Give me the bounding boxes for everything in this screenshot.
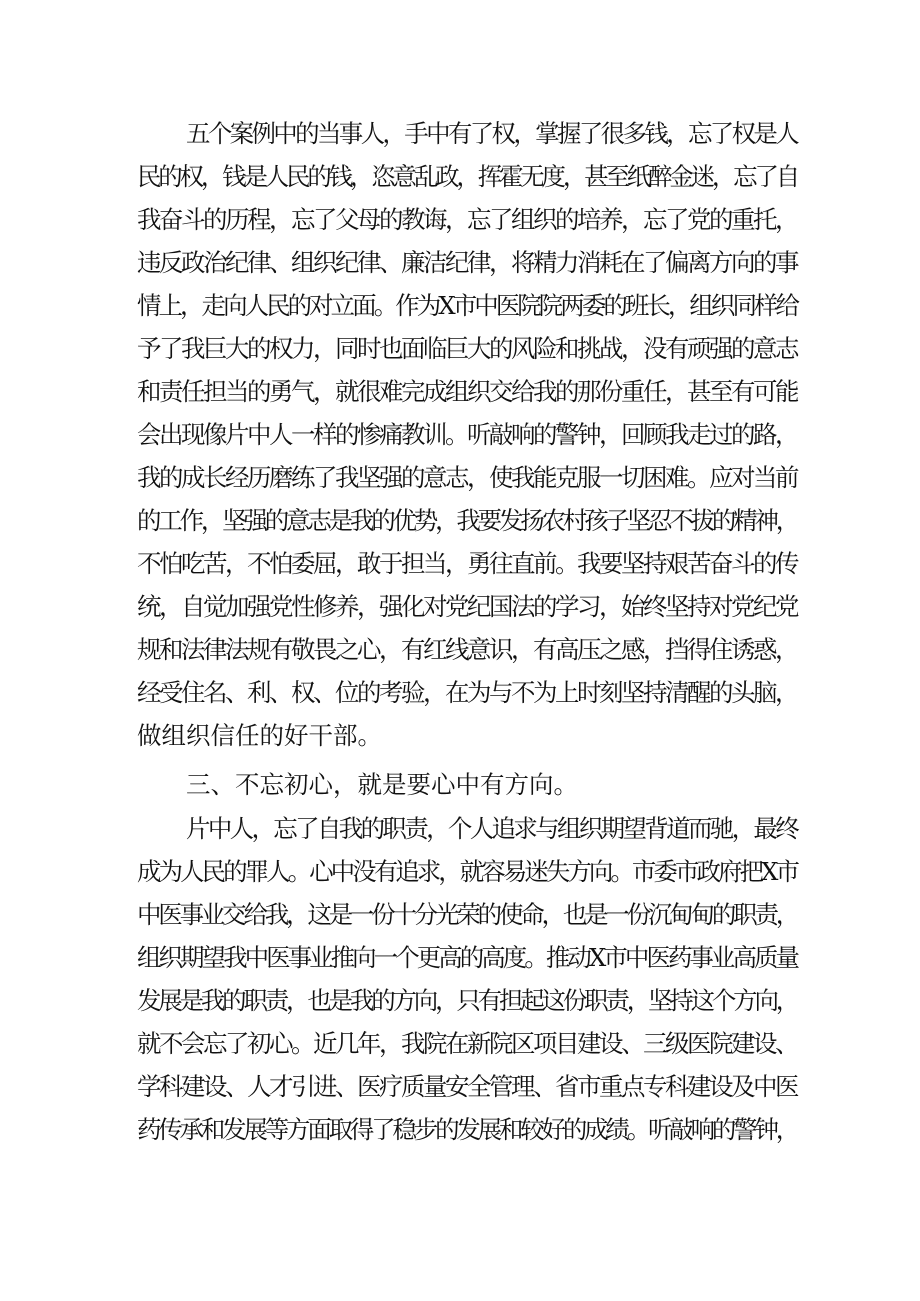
paragraph-line: 和责任担当的勇气，就很难完成组织交给我的那份重任，甚至有可能 (137, 377, 797, 406)
paragraph-line: 我的成长经历磨练了我坚强的意志，使我能克服一切困难。应对当前 (137, 463, 797, 492)
paragraph-line: 情上，走向人民的对立面。作为X市中医院院两委的班长，组织同样给 (137, 291, 797, 320)
paragraph-2 (137, 807, 797, 1151)
paragraph-line: 统，自觉加强党性修养，强化对党纪国法的学习，始终坚持对党纪党 (137, 592, 797, 621)
paragraph-line: 发展是我的职责，也是我的方向，只有担起这份职责，坚持这个方向， (137, 986, 797, 1015)
paragraph-line: 的工作，坚强的意志是我的优势，我要发扬农村孩子坚忍不拔的精神， (137, 506, 797, 535)
paragraph-line: 我奋斗的历程，忘了父母的教诲，忘了组织的培养，忘了党的重托， (137, 205, 797, 234)
paragraph-line: 就不会忘了初心。近几年，我院在新院区项目建设、三级医院建设、 (137, 1029, 797, 1058)
paragraph-line: 会出现像片中人一样的惨痛教训。听敲响的警钟，回顾我走过的路， (137, 420, 797, 449)
paragraph-line: 规和法律法规有敬畏之心，有红线意识，有高压之感，挡得住诱惑， (137, 635, 797, 664)
paragraph-line: 学科建设、人才引进、医疗质量安全管理、省市重点专科建设及中医 (137, 1072, 797, 1101)
paragraph-line: 片中人，忘了自我的职责，个人追求与组织期望背道而驰，最终 (186, 814, 797, 843)
paragraph-line: 不怕吃苦，不怕委屈，敢于担当，勇往直前。我要坚持艰苦奋斗的传 (137, 549, 797, 578)
paragraph-line: 违反政治纪律、组织纪律、廉洁纪律，将精力消耗在了偏离方向的事 (137, 248, 797, 277)
paragraph-1 (137, 112, 797, 757)
paragraph-line: 做组织信任的好干部。 (137, 721, 382, 750)
paragraph-line: 成为人民的罪人。心中没有追求，就容易迷失方向。市委市政府把X市 (137, 857, 797, 886)
paragraph-line: 药传承和发展等方面取得了稳步的发展和较好的成绩。听敲响的警钟， (137, 1115, 797, 1144)
paragraph-line: 组织期望我中医事业推向一个更高的高度。推动X市中医药事业高质量 (137, 943, 797, 972)
paragraph-line: 五个案例中的当事人，手中有了权，掌握了很多钱，忘了权是人 (186, 119, 797, 148)
section-heading-3: 三、不忘初心，就是要心中有方向。 (186, 770, 578, 799)
paragraph-line: 中医事业交给我，这是一份十分光荣的使命，也是一份沉甸甸的职责， (137, 900, 797, 929)
paragraph-line: 予了我巨大的权力，同时也面临巨大的风险和挑战，没有顽强的意志 (137, 334, 797, 363)
paragraph-line: 民的权，钱是人民的钱，恣意乱政，挥霍无度，甚至纸醉金迷，忘了自 (137, 162, 797, 191)
paragraph-line: 经受住名、利、权、位的考验，在为与不为上时刻坚持清醒的头脑， (137, 678, 797, 707)
